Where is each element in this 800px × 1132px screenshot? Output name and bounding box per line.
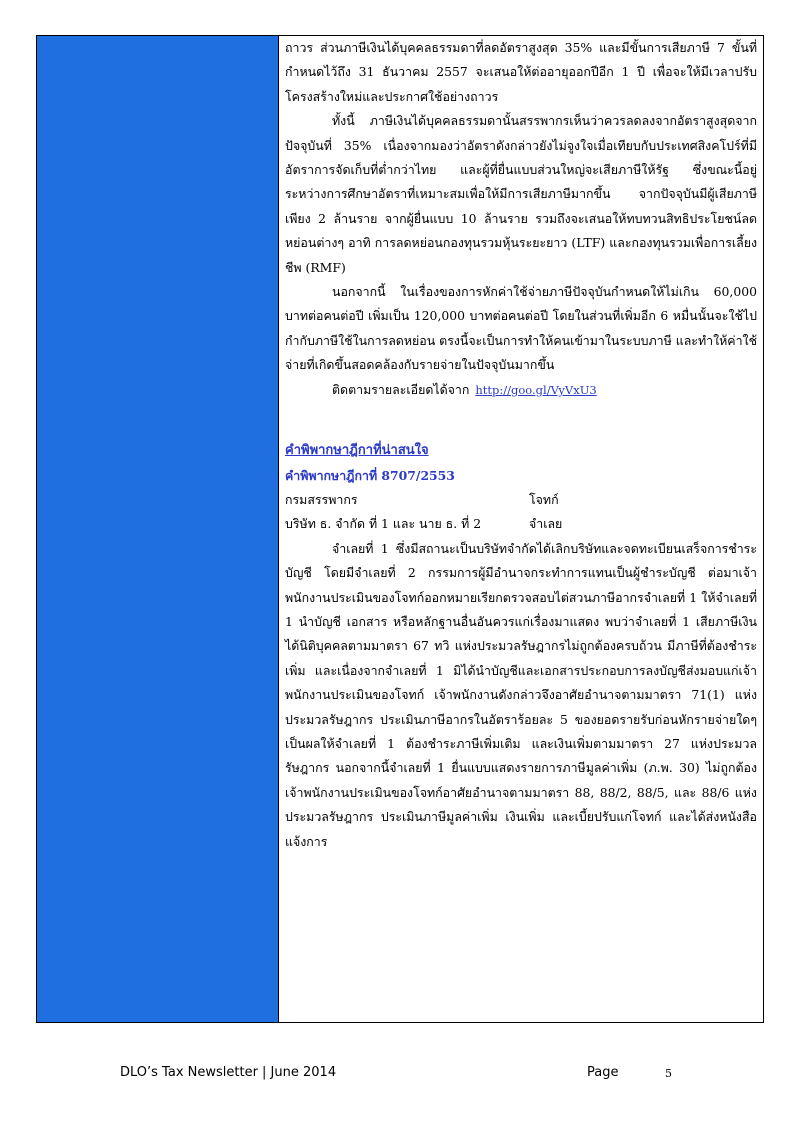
defendant-role: จำเลย <box>529 516 563 532</box>
follow-link[interactable]: http://goo.gl/VyVxU3 <box>475 382 597 397</box>
article-paragraph-2: ทั้งนี้ ภาษีเงินได้บุคคลธรรมดานั้นสรรพากรเห็นว่าควรลดลงจากอัตราสูงสุดจากปัจจุบันที่ 35% เนื่องจากมองว่าอัตราดังกล่าวยังไม่จูงใจเมื่อเทียบกับประเทศสิงคโปร์ที่มีอัตราการจัดเก็บที่ต่ำกว่าไทย และผู้ที่ยื่นแบบส่วนใหญ่จะเสียภาษีให้รัฐ ซึ่งขณะนี้อยู่ระหว่างการศึกษาอัตราที่เหมาะสมเพื่อให้มีการเสียภาษีมากขึ้น จากปัจจุบันมีผู้เสียภาษีเพียง 2 ล้านราย จากผู้ยื่นแบบ 10 ล้านราย รวมถึงจะเสนอให้ทบทวนสิทธิประโยชน์ลดหย่อนต่างๆ อาทิ การลดหย่อนกองทุนรวมหุ้นระยะยาว (LTF) และกองทุนรวมเพื่อการเลี้ยงชีพ (RMF) <box>285 113 757 275</box>
defendant-row <box>285 512 757 536</box>
newsletter-title: DLO’s Tax Newsletter | June 2014 <box>120 1065 337 1080</box>
article-paragraph-3: นอกจากนี้ ในเรื่องของการหักค่าใช้จ่ายภาษีปัจจุบันกำหนดให้ไม่เกิน 60,000 บาทต่อคนต่อปี เพิ่มเป็น 120,000 บาทต่อคนต่อปี โดยในส่วนที่เพิ่มอีก 6 หมื่นนั้นจะใช้ไปกำกับภาษีใช้ในการลดหย่อน ตรงนี้จะเป็นการทำให้คนเข้ามาในระบบภาษี และทำให้ค่าใช้จ่ายที่เกิดขึ้นสอดคล้องกับรายจ่ายในปัจจุบันมากขึ้น <box>285 284 757 373</box>
sidebar-panel <box>37 36 279 1022</box>
plaintiff-row <box>285 488 757 512</box>
spacer <box>285 402 757 439</box>
section-title: คำพิพากษาฎีกาที่น่าสนใจ <box>285 443 429 459</box>
article-paragraph-1: ถาวร ส่วนภาษีเงินได้บุคคลธรรมดาที่ลดอัตราสูงสุด 35% และมีขั้นการเสียภาษี 7 ขั้นที่กำหนดไว้ถึง 31 ธันวาคม 2557 จะเสนอให้ต่ออายุออกปีอีก 1 ปี เพื่อจะให้มีเวลาปรับโครงสร้างใหม่และประกาศใช้อย่างถาวร <box>285 40 757 104</box>
content-column <box>285 36 757 854</box>
plaintiff-name: กรมสรรพากร <box>285 491 358 507</box>
defendant-name: บริษัท ธ. จำกัด ที่ 1 และ นาย ธ. ที่ 2 <box>285 516 482 532</box>
follow-label: ติดตามรายละเอียดได้จาก <box>332 381 470 397</box>
page-frame <box>36 35 764 1023</box>
plaintiff-role: โจทก์ <box>529 491 559 507</box>
case-title: คำพิพากษาฎีกาที่ 8707/2553 <box>285 467 455 483</box>
case-body: จำเลยที่ 1 ซึ่งมีสถานะเป็นบริษัทจำกัดได้เลิกบริษัทและจดทะเบียนเสร็จการชำระบัญชี โดยมีจำเลยที่ 2 กรรมการผู้มีอำนาจกระทำการแทนเป็นผู้ชำระบัญชี ต่อมาเจ้าพนักงานประเมินของโจทก์ออกหมายเรียกตรวจสอบไต่สวนภาษีอากรจำเลยที่ 1 ให้จำเลยที่ 1 นำบัญชี เอกสาร หรือหลักฐานอื่นอันควรแก่เรื่องมาแสดง พบว่าจำเลยที่ 1 เสียภาษีเงินได้นิติบุคคลตามมาตรา 67 ทวิ แห่งประมวลรัษฎากรไม่ถูกต้องครบถ้วน มีภาษีที่ต้องชำระเพิ่ม และเนื่องจากจำเลยที่ 1 มิได้นำบัญชีและเอกสารประกอบการลงบัญชีส่งมอบแก่เจ้าพนักงานประเมินของโจทก์ เจ้าพนักงานดังกล่าวจึงอาศัยอำนาจตามมาตรา 71(1) แห่งประมวลรัษฎากร ประเมินภาษีอากรในอัตราร้อยละ 5 ของยอดรายรับก่อนหักรายจ่ายใดๆ เป็นผลให้จำเลยที่ 1 ต้องชำระภาษีเพิ่มเติม และเงินเพิ่มตามมาตรา 27 แห่งประมวลรัษฎากร นอกจากนี้จำเลยที่ 1 ยื่นแบบแสดงรายการภาษีมูลค่าเพิ่ม (ภ.พ. 30) ไม่ถูกต้อง เจ้าพนักงานประเมินของโจทก์อาศัยอำนาจตามมาตรา 88, 88/2, 88/5, และ 88/6 แห่งประมวลรัษฎากร ประเมินภาษีมูลค่าเพิ่ม เงินเพิ่ม และเบี้ยปรับแก่โจทก์ และได้ส่งหนังสือแจ้งการ <box>285 540 757 849</box>
page-number: 5 <box>665 1067 672 1080</box>
follow-line <box>285 378 757 402</box>
page-label: Page <box>587 1065 619 1080</box>
